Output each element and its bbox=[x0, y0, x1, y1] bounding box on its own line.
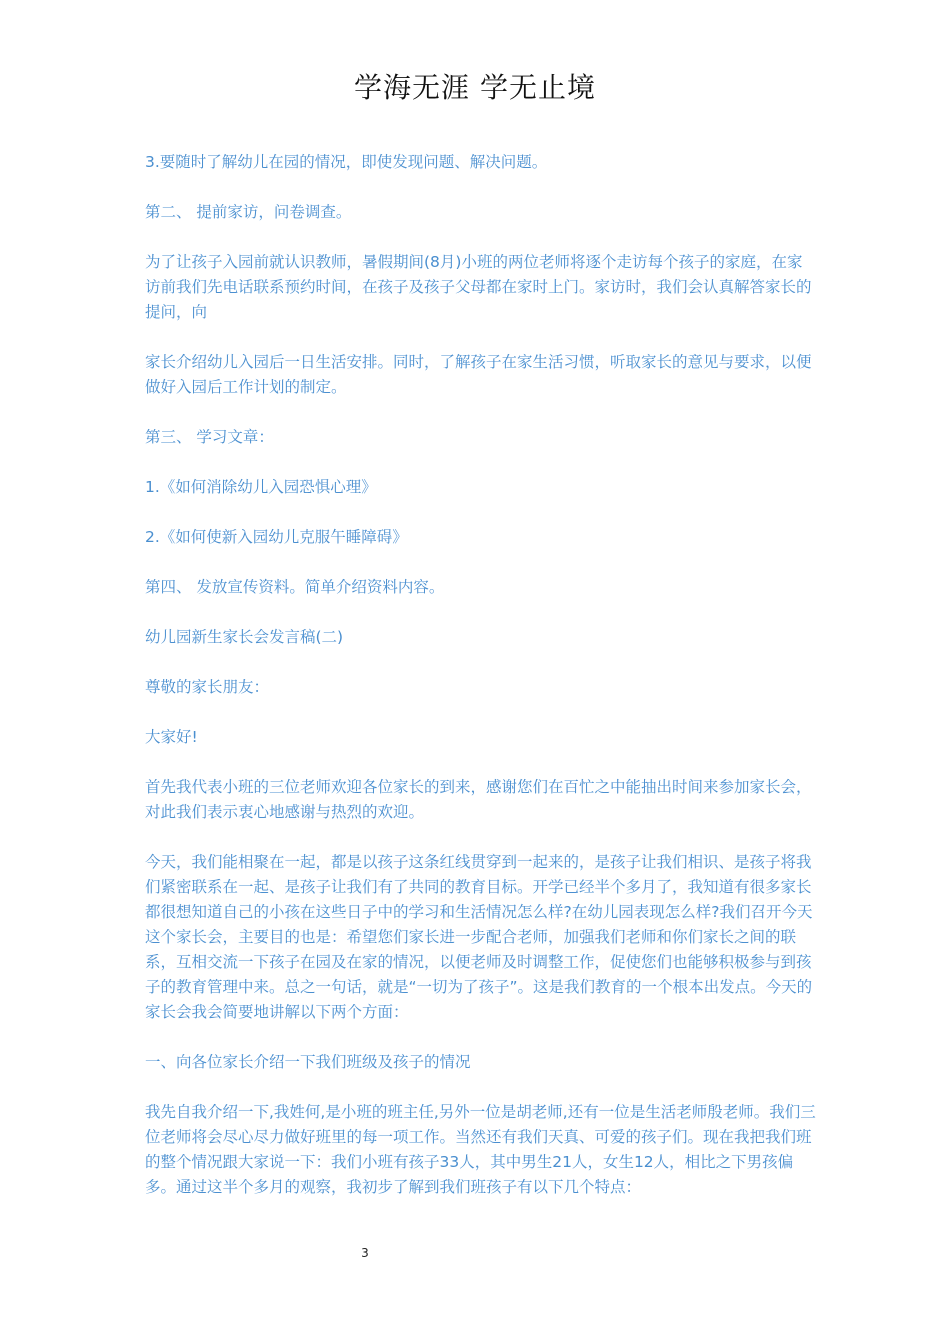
paragraph-8: 第四、 发放宣传资料。简单介绍资料内容。 bbox=[145, 578, 445, 596]
paragraph-4: 家长介绍幼儿入园后一日生活安排。同时，了解孩子在家生活习惯，听取家长的意见与要求，以便做好入园后工作计划的制定。 bbox=[145, 353, 812, 396]
paragraph-11: 大家好! bbox=[145, 728, 198, 746]
paragraph-2: 第二、 提前家访，问卷调查。 bbox=[145, 203, 352, 221]
paragraph-1: 3.要随时了解幼儿在园的情况，即使发现问题、解决问题。 bbox=[145, 153, 548, 171]
paragraph-13: 今天，我们能相聚在一起，都是以孩子这条红线贯穿到一起来的，是孩子让我们相识、是孩子将我们紧密联系在一起、是孩子让我们有了共同的教育目标。开学已经半个多月了，我知道有很多家长都很想知道自己的小孩在这些日子中的学习和生活情况怎么样?在幼儿园表现怎么样?我们召开今天这个家长会，主要目的也是：希望您们家长进一步配合老师，加强我们老师和你们家长之间的联系，互相交流一下孩子在园及在家的情况，以便老师及时调整工作，促使您们也能够积极参与到孩子的教育管理中来。总之一句话，就是“一切为了孩子”。这是我们教育的一个根本出发点。今天的家长会我会简要地讲解以下两个方面： bbox=[145, 853, 813, 1021]
paragraph-10: 尊敬的家长朋友： bbox=[145, 678, 270, 696]
paragraph-3: 为了让孩子入园前就认识教师，暑假期间(8月)小班的两位老师将逐个走访每个孩子的家庭，在家访前我们先电话联系预约时间，在孩子及孩子父母都在家时上门。家访时，我们会认真解答家长的提问，向 bbox=[145, 253, 812, 321]
page-header-title: 学海无涯 学无止境 bbox=[354, 71, 596, 104]
paragraph-5: 第三、 学习文章： bbox=[145, 428, 274, 446]
paragraph-7: 2.《如何使新入园幼儿克服午睡障碍》 bbox=[145, 528, 408, 546]
paragraph-9: 幼儿园新生家长会发言稿(二) bbox=[145, 628, 344, 646]
paragraph-6: 1.《如何消除幼儿入园恐惧心理》 bbox=[145, 478, 377, 496]
paragraph-14: 一、向各位家长介绍一下我们班级及孩子的情况 bbox=[145, 1053, 471, 1071]
document-body bbox=[145, 150, 817, 1225]
paragraph-12: 首先我代表小班的三位老师欢迎各位家长的到来，感谢您们在百忙之中能抽出时间来参加家长会，对此我们表示衷心地感谢与热烈的欢迎。 bbox=[145, 778, 812, 821]
page-number: 3 bbox=[361, 1246, 369, 1260]
paragraph-15: 我先自我介绍一下,我姓何,是小班的班主任,另外一位是胡老师,还有一位是生活老师殷老师。我们三位老师将会尽心尽力做好班里的每一项工作。当然还有我们天真、可爱的孩子们。现在我把我们班的整个情况跟大家说一下：我们小班有孩子33人，其中男生21人，女生12人，相比之下男孩偏多。通过这半个多月的观察，我初步了解到我们班孩子有以下几个特点： bbox=[145, 1103, 816, 1196]
